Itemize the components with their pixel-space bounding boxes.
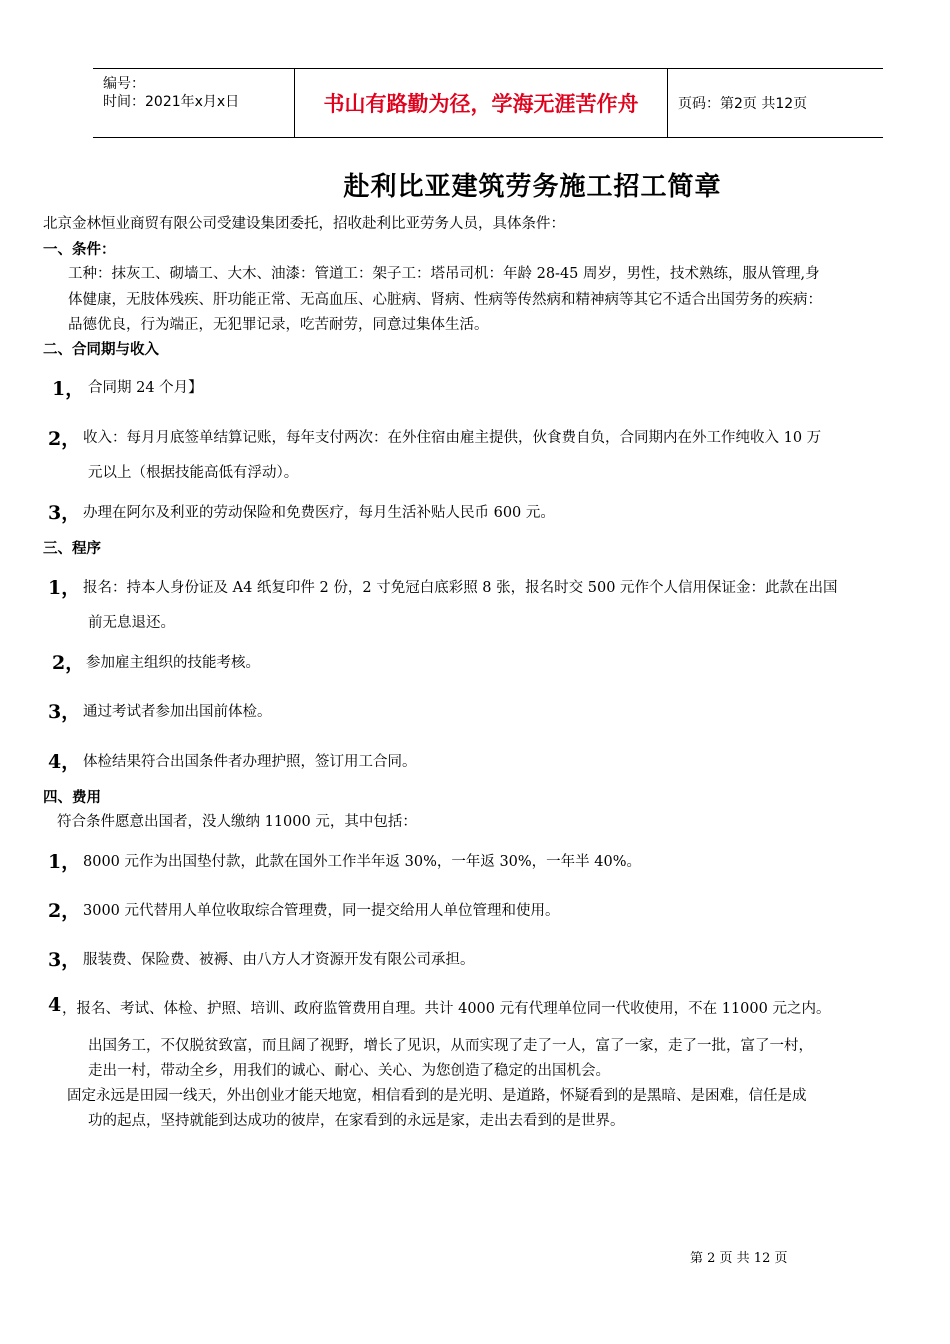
item-number: 4， bbox=[48, 751, 81, 773]
item-number: 2， bbox=[52, 652, 85, 674]
header-page-info: 页码：第2页 共12页 bbox=[678, 96, 808, 112]
closing-paragraph-line: 走出一村，带动全乡，用我们的诚心、耐心、关心、为您创造了稳定的出国机会。 bbox=[88, 1063, 610, 1079]
procedure-item-text: 通过考试者参加出国前体检。 bbox=[83, 704, 272, 720]
item-number: 1， bbox=[48, 577, 81, 599]
header-table bbox=[93, 68, 883, 138]
contract-item-text: 收入：每月月底签单结算记账，每年支付两次：在外住宿由雇主提供，伙食费自负，合同期内在外工作纯收入 10 万 bbox=[83, 430, 822, 446]
item-number: 3， bbox=[48, 502, 81, 524]
fees-item-text: 服装费、保险费、被褥、由八方人才资源开发有限公司承担。 bbox=[83, 952, 475, 968]
header-meta-cell bbox=[93, 69, 293, 137]
item-number: 1， bbox=[48, 851, 81, 873]
header-motto: 书山有路勤为径，学海无涯苦作舟 bbox=[323, 92, 639, 116]
item-number: 3， bbox=[48, 701, 81, 723]
fees-intro: 符合条件愿意出国者，没人缴纳 11000 元，其中包括： bbox=[57, 814, 417, 830]
item-number: 3， bbox=[48, 949, 81, 971]
contract-item-text: 元以上（根据技能高低有浮动）。 bbox=[88, 465, 299, 481]
item-number: 2， bbox=[48, 428, 81, 450]
header-divider bbox=[667, 69, 668, 137]
procedure-item-text: 报名：持本人身份证及 A4 纸复印件 2 份，2 寸免冠白底彩照 8 张，报名时交 500 元作个人信用保证金：此款在出国 bbox=[83, 580, 838, 596]
conditions-line: 工种：抹灰工、砌墙工、大木、油漆：管道工：架子工：塔吊司机：年龄 28-45 周岁，男性，技术熟练，服从管理,身 bbox=[68, 266, 820, 282]
closing-paragraph-line: 出国务工，不仅脱贫致富，而且阔了视野，增长了见识，从而实现了走了一人，富了一家，走了一批，富了一村， bbox=[88, 1038, 813, 1054]
item-number: 1， bbox=[52, 378, 85, 400]
section-heading-fees: 四、费用 bbox=[43, 790, 101, 806]
fees-item-text: 3000 元代替用人单位收取综合管理费，同一提交给用人单位管理和使用。 bbox=[83, 903, 560, 919]
serial-label: 编号： bbox=[103, 76, 145, 92]
section-heading-contract: 二、合同期与收入 bbox=[43, 342, 159, 358]
fees-item-text: 8000 元作为出国垫付款，此款在国外工作半年返 30%，一年返 30%，一年半 40%。 bbox=[83, 854, 642, 870]
closing-paragraph-line: 固定永远是田园一线天，外出创业才能天地宽，相信看到的是光明、是道路，怀疑看到的是黑暗、是困难，信任是成 bbox=[67, 1088, 807, 1104]
section-heading-conditions: 一、条件： bbox=[43, 242, 116, 258]
section-heading-procedure: 三、程序 bbox=[43, 541, 101, 557]
item-number: 4 bbox=[48, 994, 62, 1016]
procedure-item-text: 体检结果符合出国条件者办理护照，签订用工合同。 bbox=[83, 754, 417, 770]
contract-item-text: 合同期 24 个月】 bbox=[88, 380, 203, 396]
closing-paragraph-line: 功的起点，坚持就能到达成功的彼岸，在家看到的永远是家，走出去看到的是世界。 bbox=[88, 1113, 625, 1129]
contract-item-text: 办理在阿尔及利亚的劳动保险和免费医疗，每月生活补贴人民币 600 元。 bbox=[83, 505, 555, 521]
fees-item-text: ，报名、考试、体检、护照、培训、政府监管费用自理。共计 4000 元有代理单位同一代收使用，不在 11000 元之内。 bbox=[62, 1001, 831, 1017]
intro-text: 北京金林恒业商贸有限公司受建设集团委托，招收赴利比亚劳务人员，具体条件： bbox=[43, 216, 565, 232]
conditions-line: 品德优良，行为端正，无犯罪记录，吃苦耐劳，同意过集体生活。 bbox=[68, 317, 489, 333]
time-label: 时间：2021年x月x日 bbox=[103, 94, 240, 110]
page-footer: 第 2 页 共 12 页 bbox=[690, 1251, 788, 1266]
procedure-item-text: 前无息退还。 bbox=[88, 615, 175, 631]
conditions-line: 体健康，无肢体残疾、肝功能正常、无高血压、心脏病、肾病、性病等传然病和精神病等其它不适合出国劳务的疾病： bbox=[68, 292, 822, 308]
procedure-item-text: 参加雇主组织的技能考核。 bbox=[86, 655, 260, 671]
item-number: 2， bbox=[48, 900, 81, 922]
document-title: 赴利比亚建筑劳务施工招工简章 bbox=[343, 172, 722, 202]
